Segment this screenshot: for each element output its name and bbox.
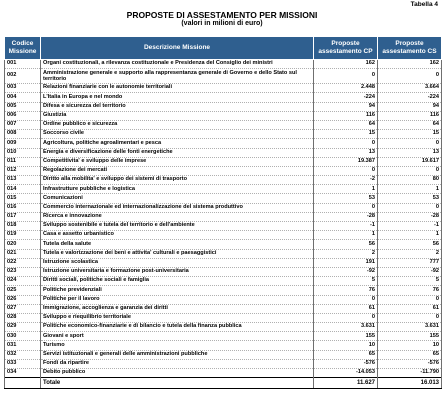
row-cs: 5 [378, 277, 442, 286]
row-cp: 0 [314, 313, 378, 322]
header-cs: Proposte assestamento CS [378, 37, 442, 60]
row-cp: -2 [314, 176, 378, 185]
row-cp: -14.053 [314, 369, 378, 378]
row-cp: 76 [314, 286, 378, 295]
row-description: Infrastrutture pubbliche e logistica [41, 185, 314, 194]
row-description: Diritti sociali, politiche sociali e famiglia [41, 277, 314, 286]
row-code: 004 [5, 93, 41, 102]
row-cp: -92 [314, 267, 378, 276]
row-code: 030 [5, 332, 41, 341]
row-cs: 56 [378, 240, 442, 249]
table-row [5, 323, 442, 332]
row-code: 009 [5, 139, 41, 148]
row-code: 010 [5, 148, 41, 157]
table-row [5, 212, 442, 221]
row-code: 013 [5, 176, 41, 185]
row-code: 022 [5, 258, 41, 267]
row-cs: 61 [378, 304, 442, 313]
row-description: Soccorso civile [41, 130, 314, 139]
table-row [5, 203, 442, 212]
row-cp: 64 [314, 120, 378, 129]
table-row [5, 84, 442, 93]
row-cs: 94 [378, 102, 442, 111]
row-cp: 15 [314, 130, 378, 139]
row-cs: -1 [378, 222, 442, 231]
row-code: 025 [5, 286, 41, 295]
row-cs: -11.790 [378, 369, 442, 378]
row-cs: 162 [378, 60, 442, 69]
row-cs: 80 [378, 176, 442, 185]
row-cp: 61 [314, 304, 378, 313]
row-cs: 155 [378, 332, 442, 341]
row-code: 027 [5, 304, 41, 313]
row-cs: 13 [378, 148, 442, 157]
row-description: Energia e diversificazione delle fonti energetiche [41, 148, 314, 157]
row-code: 007 [5, 120, 41, 129]
table-row [5, 148, 442, 157]
row-cp: 13 [314, 148, 378, 157]
table-row [5, 231, 442, 240]
row-cp: -28 [314, 212, 378, 221]
row-cp: 53 [314, 194, 378, 203]
row-cp: 5 [314, 277, 378, 286]
row-description: Ordine pubblico e sicurezza [41, 120, 314, 129]
row-cp: 116 [314, 111, 378, 120]
table-subtitle: (valori in milioni di euro) [181, 20, 263, 27]
row-cs: 64 [378, 120, 442, 129]
row-cs: -92 [378, 267, 442, 276]
row-cs: 0 [378, 166, 442, 175]
row-cs: 3.664 [378, 84, 442, 93]
row-description: Tutela e valorizzazione dei beni e attivita' culturali e paesaggistici [41, 249, 314, 258]
row-description: Politiche previdenziali [41, 286, 314, 295]
total-cp: 11.627 [314, 378, 378, 389]
row-cp: 155 [314, 332, 378, 341]
row-cp: 2 [314, 249, 378, 258]
row-cs: 0 [378, 69, 442, 84]
row-cs: 0 [378, 203, 442, 212]
row-description: Organi costituzionali, a rilevanza costituzionale e Presidenza del Consiglio dei ministri [41, 60, 314, 69]
row-description: Relazioni finanziarie con le autonomie territoriali [41, 84, 314, 93]
row-cs: -224 [378, 93, 442, 102]
row-code: 016 [5, 203, 41, 212]
table-row [5, 249, 442, 258]
row-description: Politiche per il lavoro [41, 295, 314, 304]
row-cp: 2.448 [314, 84, 378, 93]
row-description: Regolazione dei mercati [41, 166, 314, 175]
row-code: 014 [5, 185, 41, 194]
row-description: Difesa e sicurezza del territorio [41, 102, 314, 111]
row-description: Istruzione universitaria e formazione post-universitaria [41, 267, 314, 276]
row-code: 021 [5, 249, 41, 258]
row-description: Istruzione scolastica [41, 258, 314, 267]
row-cp: 0 [314, 69, 378, 84]
table-row [5, 332, 442, 341]
table-row [5, 267, 442, 276]
row-description: Tutela della salute [41, 240, 314, 249]
table-row [5, 222, 442, 231]
row-description: Commercio internazionale ed internazionalizzazione del sistema produttivo [41, 203, 314, 212]
row-description: Giustizia [41, 111, 314, 120]
row-code: 005 [5, 102, 41, 111]
row-cs: 1 [378, 231, 442, 240]
row-code: 033 [5, 359, 41, 368]
row-cs: 116 [378, 111, 442, 120]
total-label: Totale [41, 378, 314, 389]
row-code: 032 [5, 350, 41, 359]
row-cp: 191 [314, 258, 378, 267]
table-row [5, 341, 442, 350]
row-cp: 1 [314, 231, 378, 240]
table-row [5, 369, 442, 378]
row-cs: -576 [378, 359, 442, 368]
row-code: 011 [5, 157, 41, 166]
row-cs: 1 [378, 185, 442, 194]
total-code [5, 378, 41, 389]
row-cp: 0 [314, 139, 378, 148]
row-cp: 10 [314, 341, 378, 350]
row-cs: 53 [378, 194, 442, 203]
row-code: 024 [5, 277, 41, 286]
table-row [5, 60, 442, 69]
row-cs: 76 [378, 286, 442, 295]
table-row [5, 313, 442, 322]
row-cp: -1 [314, 222, 378, 231]
row-cp: 94 [314, 102, 378, 111]
table-row [5, 194, 442, 203]
row-code: 015 [5, 194, 41, 203]
row-code: 002 [5, 69, 41, 84]
table-row [5, 286, 442, 295]
table-row [5, 69, 442, 84]
row-cs: 19.617 [378, 157, 442, 166]
row-code: 006 [5, 111, 41, 120]
table-title: PROPOSTE DI ASSESTAMENTO PER MISSIONI [126, 10, 318, 20]
row-cs: 0 [378, 313, 442, 322]
table-row [5, 157, 442, 166]
row-description: Comunicazioni [41, 194, 314, 203]
row-code: 034 [5, 369, 41, 378]
row-description: Agricoltura, politiche agroalimentari e pesca [41, 139, 314, 148]
row-code: 001 [5, 60, 41, 69]
row-description: Sviluppo sostenibile e tutela del territorio e dell'ambiente [41, 222, 314, 231]
row-cp: 0 [314, 295, 378, 304]
row-description: Politiche economico-finanziarie e di bilancio e tutela della finanza pubblica [41, 323, 314, 332]
row-description: Amministrazione generale e supporto alla rappresentanza generale di Governo e dello Stato sul territorio [41, 69, 314, 84]
header-description: Descrizione Missione [41, 37, 314, 60]
row-description: Immigrazione, accoglienza e garanzia dei diritti [41, 304, 314, 313]
table-row [5, 304, 442, 313]
row-description: Competitivita' e sviluppo delle imprese [41, 157, 314, 166]
table-body [5, 60, 442, 378]
row-code: 012 [5, 166, 41, 175]
table-row [5, 350, 442, 359]
row-code: 026 [5, 295, 41, 304]
row-cp: 65 [314, 350, 378, 359]
row-description: Giovani e sport [41, 332, 314, 341]
row-cs: -28 [378, 212, 442, 221]
table-row [5, 120, 442, 129]
row-cp: 1 [314, 185, 378, 194]
row-cp: 3.631 [314, 323, 378, 332]
row-cs: 0 [378, 295, 442, 304]
row-code: 017 [5, 212, 41, 221]
table-row [5, 258, 442, 267]
row-cp: -224 [314, 93, 378, 102]
row-description: Fondi da ripartire [41, 359, 314, 368]
row-description: L'Italia in Europa e nel mondo [41, 93, 314, 102]
table-row [5, 277, 442, 286]
row-description: Sviluppo e riequilibrio territoriale [41, 313, 314, 322]
row-cs: 3.631 [378, 323, 442, 332]
row-description: Debito pubblico [41, 369, 314, 378]
row-cs: 0 [378, 139, 442, 148]
table-row [5, 359, 442, 368]
row-cp: -576 [314, 359, 378, 368]
row-description: Turismo [41, 341, 314, 350]
row-cs: 2 [378, 249, 442, 258]
table-row [5, 166, 442, 175]
row-code: 003 [5, 84, 41, 93]
row-code: 029 [5, 323, 41, 332]
row-cp: 0 [314, 203, 378, 212]
row-cp: 56 [314, 240, 378, 249]
row-cs: 777 [378, 258, 442, 267]
row-description: Servizi istituzionali e generali delle amministrazioni pubbliche [41, 350, 314, 359]
row-description: Ricerca e innovazione [41, 212, 314, 221]
row-cp: 162 [314, 60, 378, 69]
header-code: Codice Missione [5, 37, 41, 60]
missions-table [4, 36, 442, 389]
table-row [5, 102, 442, 111]
row-code: 028 [5, 313, 41, 322]
table-number-label: Tabella 4 [410, 1, 438, 8]
row-code: 020 [5, 240, 41, 249]
table-row [5, 111, 442, 120]
row-code: 023 [5, 267, 41, 276]
row-code: 018 [5, 222, 41, 231]
row-cs: 15 [378, 130, 442, 139]
row-code: 019 [5, 231, 41, 240]
table-row [5, 185, 442, 194]
total-cs: 16.013 [378, 378, 442, 389]
row-description: Casa e assetto urbanistico [41, 231, 314, 240]
header-cp: Proposte assestamento CP [314, 37, 378, 60]
table-row [5, 240, 442, 249]
row-cs: 65 [378, 350, 442, 359]
table-row [5, 176, 442, 185]
row-cp: 19.387 [314, 157, 378, 166]
row-cp: 0 [314, 166, 378, 175]
table-row [5, 139, 442, 148]
table-row [5, 130, 442, 139]
table-row [5, 295, 442, 304]
row-description: Diritto alla mobilita' e sviluppo dei sistemi di trasporto [41, 176, 314, 185]
row-code: 031 [5, 341, 41, 350]
row-code: 008 [5, 130, 41, 139]
header-row [5, 37, 442, 60]
row-cs: 10 [378, 341, 442, 350]
table-row [5, 93, 442, 102]
total-row [5, 378, 442, 389]
